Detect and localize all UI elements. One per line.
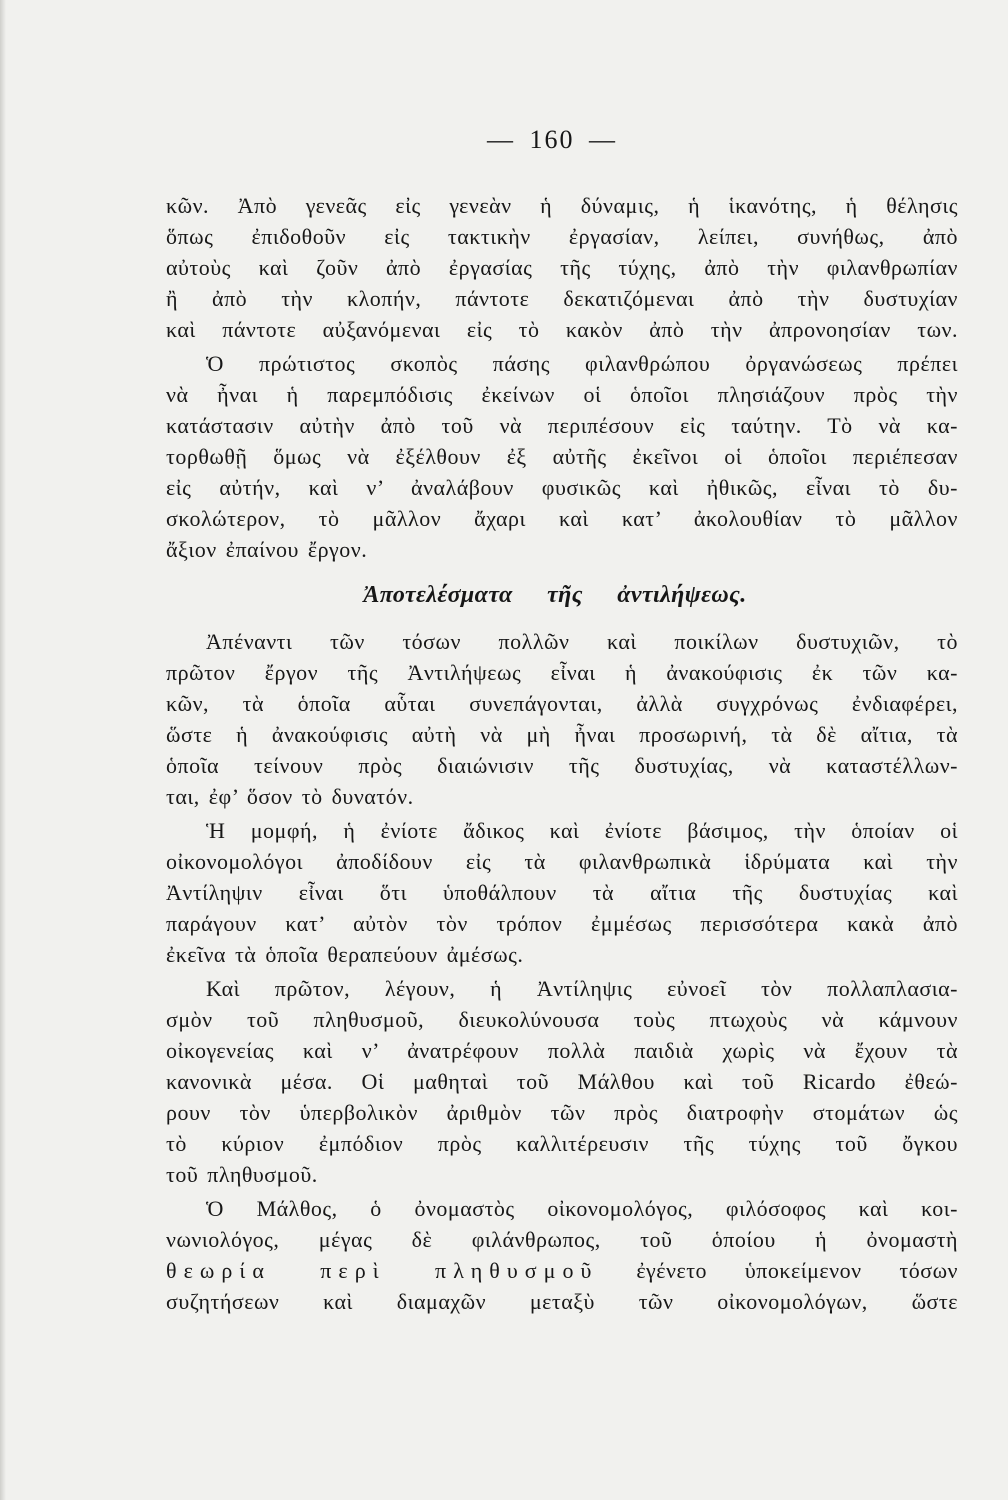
paragraph bbox=[166, 815, 958, 970]
text-line: οἰκογενείας καὶ ν’ ἀνατρέφουν πολλὰ παιδιὰ χωρὶς νὰ ἔχουν τὰ bbox=[166, 1038, 958, 1063]
text-line: καὶ πάντοτε αὐξανόμεναι εἰς τὸ κακὸν ἀπὸ τὴν ἀπρονοησίαν των. bbox=[166, 317, 958, 342]
text-line: ται, ἐφ’ ὅσον τὸ δυνατόν. bbox=[166, 784, 414, 809]
paragraph bbox=[166, 626, 958, 812]
text-line: ἐκεῖνα τὰ ὁποῖα θεραπεύουν ἀμέσως. bbox=[166, 942, 524, 967]
scan-page-edge bbox=[0, 0, 6, 1500]
text-line: ἄξιον ἐπαίνου ἔργον. bbox=[166, 537, 368, 562]
text-line: νωνιολόγος, μέγας δὲ φιλάνθρωπος, τοῦ ὁποίου ἡ ὀνομαστὴ bbox=[166, 1227, 958, 1252]
text-line: τὸ κύριον ἐμπόδιον πρὸς καλλιτέρευσιν τῆς τύχης τοῦ ὄγκου bbox=[166, 1131, 958, 1156]
text-line: κανονικὰ μέσα. Οἱ μαθηταὶ τοῦ Μάλθου καὶ τοῦ Ricardo ἐθεώ- bbox=[166, 1069, 958, 1094]
text-line: Ἀπέναντι τῶν τόσων πολλῶν καὶ ποικίλων δυστυχιῶν, τὸ bbox=[206, 629, 958, 654]
paragraph bbox=[166, 1193, 958, 1317]
text-line-remainder: ἐγένετο ὑποκείμενον τόσων bbox=[636, 1258, 958, 1283]
text-line: Ὁ πρώτιστος σκοπὸς πάσης φιλανθρώπου ὀργανώσεως πρέπει bbox=[206, 351, 958, 376]
paragraph bbox=[166, 973, 958, 1190]
text-line: πρῶτον ἔργον τῆς Ἀντιλήψεως εἶναι ἡ ἀνακούφισις ἐκ τῶν κα- bbox=[166, 660, 958, 685]
paragraph-continuation bbox=[166, 190, 958, 345]
letterspaced-title-text: θεωρία περὶ πληθυσμοῦ bbox=[166, 1258, 599, 1283]
text-line: αὐτοὺς καὶ ζοῦν ἀπὸ ἐργασίας τῆς τύχης, ἀπὸ τὴν φιλανθρωπίαν bbox=[166, 255, 958, 280]
paragraph bbox=[166, 348, 958, 565]
text-line: κατάστασιν αὐτὴν ἀπὸ τοῦ νὰ περιπέσουν εἰς ταύτην. Τὸ νὰ κα- bbox=[166, 413, 958, 438]
text-line: ὥστε ἡ ἀνακούφισις αὐτὴ νὰ μὴ ἦναι προσωρινή, τὰ δὲ αἴτια, τὰ bbox=[166, 722, 958, 747]
text-line: οἰκονομολόγοι ἀποδίδουν εἰς τὰ φιλανθρωπικὰ ἱδρύματα καὶ τὴν bbox=[166, 849, 958, 874]
body-text bbox=[166, 190, 958, 1317]
text-line: ἢ ἀπὸ τὴν κλοπήν, πάντοτε δεκατιζόμεναι ἀπὸ τὴν δυστυχίαν bbox=[166, 286, 958, 311]
text-line: κῶν, τὰ ὁποῖα αὗται συνεπάγονται, ἀλλὰ συγχρόνως ἐνδιαφέρει, bbox=[166, 691, 958, 716]
text-line: παράγουν κατ’ αὐτὸν τὸν τρόπον ἐμμέσως περισσότερα κακὰ ἀπὸ bbox=[166, 911, 958, 936]
text-line: κῶν. Ἀπὸ γενεᾶς εἰς γενεὰν ἡ δύναμις, ἡ ἱκανότης, ἡ θέλησις bbox=[166, 193, 958, 218]
text-line: συζητήσεων καὶ διαμαχῶν μεταξὺ τῶν οἰκονομολόγων, ὥστε bbox=[166, 1289, 958, 1314]
text-line: νὰ ἦναι ἡ παρεμπόδισις ἐκείνων οἱ ὁποῖοι πλησιάζουν πρὸς τὴν bbox=[166, 382, 958, 407]
text-line: ὁποῖα τείνουν πρὸς διαιώνισιν τῆς δυστυχίας, νὰ καταστέλλων- bbox=[166, 753, 958, 778]
section-heading: Ἀποτελέσματα τῆς ἀντιλήψεως. bbox=[363, 582, 747, 608]
text-line: ρουν τὸν ὑπερβολικὸν ἀριθμὸν τῶν πρὸς διατροφὴν στομάτων ὡς bbox=[166, 1100, 958, 1125]
text-line: σμὸν τοῦ πληθυσμοῦ, διευκολύνουσα τοὺς πτωχοὺς νὰ κάμνουν bbox=[166, 1007, 958, 1032]
text-line: σκολώτερον, τὸ μᾶλλον ἄχαρι καὶ κατ’ ἀκολουθίαν τὸ μᾶλλον bbox=[166, 506, 958, 531]
text-line: Ἡ μομφή, ἡ ἐνίοτε ἄδικος καὶ ἐνίοτε βάσιμος, τὴν ὁποίαν οἱ bbox=[206, 818, 958, 843]
text-line: Ἀντίληψιν εἶναι ὅτι ὑποθάλπουν τὰ αἴτια τῆς δυστυχίας καὶ bbox=[166, 880, 958, 905]
text-line: εἰς αὐτήν, καὶ ν’ ἀναλάβουν φυσικῶς καὶ ἠθικῶς, εἶναι τὸ δυ- bbox=[166, 475, 958, 500]
text-line: τορθωθῇ ὅμως νὰ ἐξέλθουν ἐξ αὐτῆς ἐκεῖνοι οἱ ὁποῖοι περιέπεσαν bbox=[166, 444, 958, 469]
text-line-letterspaced bbox=[166, 1255, 958, 1286]
text-line: Καὶ πρῶτον, λέγουν, ἡ Ἀντίληψις εὐνοεῖ τὸν πολλαπλασια- bbox=[206, 976, 958, 1001]
text-line: τοῦ πληθυσμοῦ. bbox=[166, 1162, 318, 1187]
page-number: — 160 — bbox=[487, 125, 617, 154]
text-line: ὅπως ἐπιδοθοῦν εἰς τακτικὴν ἐργασίαν, λείπει, συνήθως, ἀπὸ bbox=[166, 224, 958, 249]
text-line: Ὁ Μάλθος, ὁ ὀνομαστὸς οἰκονομολόγος, φιλόσοφος καὶ κοι- bbox=[206, 1196, 958, 1221]
